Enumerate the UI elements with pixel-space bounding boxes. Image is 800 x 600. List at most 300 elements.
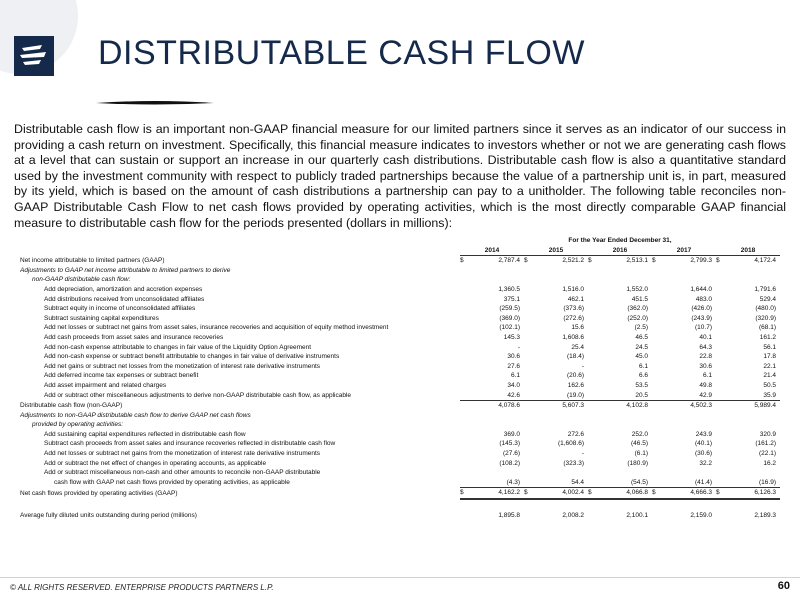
value-cell: (54.5) [631, 478, 648, 486]
table-row [20, 499, 780, 511]
currency-symbol [460, 362, 492, 372]
value-cell: 2,189.3 [754, 512, 776, 520]
currency-symbol [460, 333, 492, 343]
currency-symbol [716, 295, 748, 305]
currency-symbol [716, 323, 748, 333]
currency-symbol [524, 511, 556, 521]
currency-symbol: $ [652, 488, 684, 499]
currency-symbol [652, 314, 684, 324]
row-label: Add asset impairment and related charges [44, 381, 167, 389]
page-number: 60 [777, 580, 790, 592]
currency-symbol [588, 420, 620, 430]
value-cell: 4,102.8 [620, 401, 652, 411]
value-cell: (16.9) [759, 478, 776, 486]
table-row [20, 266, 780, 276]
value-cell: (2.5) [634, 324, 648, 332]
value-cell [492, 266, 524, 276]
currency-symbol: $ [460, 488, 492, 499]
value-cell: 6.1 [638, 362, 648, 370]
value-cell: 22.8 [699, 353, 712, 361]
currency-symbol [716, 381, 748, 391]
currency-symbol [588, 381, 620, 391]
currency-symbol [524, 499, 556, 511]
value-cell: (102.1) [499, 324, 520, 332]
value-cell: 15.6 [571, 324, 584, 332]
row-label: Distributable cash flow (non-GAAP) [20, 401, 123, 409]
value-cell: 46.5 [635, 333, 648, 341]
value-cell [492, 468, 524, 478]
value-cell: 1,791.6 [754, 285, 776, 293]
currency-symbol: $ [716, 257, 720, 265]
currency-symbol [460, 304, 492, 314]
value-cell: 2,521.2 [562, 257, 584, 265]
currency-symbol [716, 439, 748, 449]
value-cell [684, 468, 716, 478]
currency-symbol [460, 352, 492, 362]
value-cell: 5,607.3 [556, 401, 588, 411]
currency-symbol [716, 352, 748, 362]
row-label: Add net losses or subtract net gains from asset sales, insurance recoveries and acquisition of equity method investment [44, 324, 389, 332]
row-label: Add cash proceeds from asset sales and insurance recoveries [44, 333, 224, 341]
currency-symbol [460, 468, 492, 478]
value-cell: 4,078.6 [492, 401, 524, 411]
currency-symbol [716, 343, 748, 353]
value-cell: 4,002.4 [556, 488, 588, 499]
value-cell: 64.3 [699, 343, 712, 351]
table-row [20, 411, 780, 421]
currency-symbol [588, 459, 620, 469]
currency-symbol [460, 411, 492, 421]
currency-symbol [588, 333, 620, 343]
currency-symbol [716, 314, 748, 324]
value-cell: 50.5 [763, 381, 776, 389]
currency-symbol [652, 478, 684, 488]
value-cell: 369.0 [503, 430, 520, 438]
currency-symbol [524, 314, 556, 324]
currency-symbol [652, 323, 684, 333]
currency-symbol [524, 323, 556, 333]
year-header: 2016 [588, 246, 652, 256]
row-label: Subtract cash proceeds from asset sales and insurance recoveries reflected in distributable cash flow [44, 440, 336, 448]
table-row [20, 449, 780, 459]
row-label: Net income attributable to limited partners (GAAP) [20, 256, 165, 264]
period-header: For the Year Ended December 31, [568, 237, 672, 244]
year-header: 2014 [460, 246, 524, 256]
value-cell: 4,172.4 [754, 257, 776, 265]
currency-symbol [588, 430, 620, 440]
value-cell: 4,666.3 [684, 488, 716, 499]
value-cell [748, 499, 780, 511]
currency-symbol [460, 401, 492, 411]
currency-symbol [652, 511, 684, 521]
currency-symbol [716, 266, 748, 276]
value-cell [556, 275, 588, 285]
value-cell: 21.4 [763, 372, 776, 380]
table-row [20, 256, 780, 266]
enterprise-logo-icon [14, 36, 54, 76]
value-cell: 2,799.3 [690, 257, 712, 265]
row-label: Add net gains or subtract net losses from the monetization of interest rate derivative instruments [44, 362, 321, 370]
currency-symbol: $ [716, 488, 748, 499]
row-label: Add non-cash expense attributable to changes in fair value of the Liquidity Option Agreement [44, 343, 312, 351]
table-row [20, 468, 780, 478]
row-label: Subtract equity in income of unconsolidated affiliates [44, 305, 196, 313]
currency-symbol [652, 275, 684, 285]
currency-symbol [588, 391, 620, 401]
value-cell: 162.6 [567, 381, 584, 389]
currency-symbol [588, 371, 620, 381]
currency-symbol [460, 323, 492, 333]
row-label: provided by operating activities: [32, 421, 124, 429]
row-label: Subtract sustaining capital expenditures [44, 314, 159, 322]
value-cell [492, 275, 524, 285]
value-cell: 35.9 [763, 391, 776, 399]
page-title: DISTRIBUTABLE CASH FLOW [98, 34, 585, 72]
intro-paragraph: Distributable cash flow is an important non-GAAP financial measure for our limited partners since it serves as an indicator of our success in providing a cash return on investment. Specifically, this financial measure indicates to investors whether or not we are generating cash flows at a level that can sustain or support an increase in our quarterly cash distributions. Distributable cash flow is also a quantitative standard used by the investment community with respect to publicly traded partnerships because the value of a partnership unit is, in part, measured by its yield, which is based on the amount of cash distributions a partnership can pay to a unitholder. The following table reconciles non-GAAP Distributable Cash Flow to net cash flows provided by operating activities, which is the most directly comparable GAAP financial measure to distributable cash flow for the periods presented (dollars in millions): [14, 122, 786, 230]
table-row [20, 401, 780, 411]
currency-symbol [716, 391, 748, 401]
value-cell: (40.1) [695, 440, 712, 448]
currency-symbol [652, 439, 684, 449]
value-cell: (108.2) [499, 459, 520, 467]
currency-symbol [588, 401, 620, 411]
table-row [20, 488, 780, 499]
value-cell: (480.0) [755, 305, 776, 313]
value-cell: 1,895.8 [498, 512, 520, 520]
table-row [20, 420, 780, 430]
value-cell: (68.1) [759, 324, 776, 332]
value-cell: (4.3) [506, 478, 520, 486]
row-label: Add sustaining capital expenditures reflected in distributable cash flow [44, 430, 246, 438]
value-cell [556, 411, 588, 421]
currency-symbol [716, 362, 748, 372]
table-row [20, 511, 780, 521]
currency-symbol [460, 420, 492, 430]
value-cell: 2,008.2 [562, 512, 584, 520]
currency-symbol [460, 343, 492, 353]
currency-symbol [588, 499, 620, 511]
currency-symbol [460, 285, 492, 295]
currency-symbol [588, 468, 620, 478]
currency-symbol: $ [524, 257, 528, 265]
value-cell: 161.2 [759, 333, 776, 341]
value-cell: (1,608.6) [557, 440, 584, 448]
currency-symbol [460, 439, 492, 449]
currency-symbol: $ [524, 488, 556, 499]
currency-symbol [524, 381, 556, 391]
table-row [20, 285, 780, 295]
value-cell: - [581, 450, 584, 458]
currency-symbol [524, 439, 556, 449]
currency-symbol [524, 285, 556, 295]
value-cell [748, 275, 780, 285]
value-cell: (259.5) [499, 305, 520, 313]
currency-symbol [716, 333, 748, 343]
currency-symbol [460, 391, 492, 401]
value-cell: 252.0 [631, 430, 648, 438]
currency-symbol [588, 411, 620, 421]
value-cell [620, 275, 652, 285]
currency-symbol [460, 478, 492, 488]
table-row [20, 352, 780, 362]
currency-symbol [588, 314, 620, 324]
currency-symbol [716, 449, 748, 459]
value-cell: 42.6 [507, 391, 520, 399]
value-cell: 6.1 [510, 372, 520, 380]
value-cell [684, 266, 716, 276]
currency-symbol [652, 304, 684, 314]
value-cell: (369.0) [499, 314, 520, 322]
currency-symbol [588, 285, 620, 295]
value-cell: (19.0) [567, 391, 584, 399]
table-row [20, 478, 780, 488]
value-cell: (30.6) [695, 450, 712, 458]
row-label: Adjustments to GAAP net income attributable to limited partners to derive [20, 266, 231, 274]
value-cell [492, 420, 524, 430]
currency-symbol [524, 362, 556, 372]
currency-symbol [524, 449, 556, 459]
currency-symbol [524, 275, 556, 285]
value-cell: (243.9) [691, 314, 712, 322]
currency-symbol [588, 275, 620, 285]
value-cell: 16.2 [763, 459, 776, 467]
value-cell: 483.0 [695, 295, 712, 303]
table-row [20, 381, 780, 391]
table-row [20, 333, 780, 343]
table-row [20, 459, 780, 469]
reconciliation-table [20, 236, 780, 521]
value-cell [748, 468, 780, 478]
value-cell [684, 499, 716, 511]
value-cell: 1,552.0 [626, 285, 648, 293]
currency-symbol [460, 295, 492, 305]
value-cell: 1,360.5 [498, 285, 520, 293]
table-row [20, 439, 780, 449]
value-cell: 1,644.0 [690, 285, 712, 293]
currency-symbol [716, 420, 748, 430]
value-cell: (252.0) [627, 314, 648, 322]
currency-symbol [652, 343, 684, 353]
value-cell: 2,159.0 [690, 512, 712, 520]
currency-symbol: $ [588, 488, 620, 499]
table-row [20, 391, 780, 401]
currency-symbol: $ [460, 257, 464, 265]
value-cell: 56.1 [763, 343, 776, 351]
value-cell: (145.3) [499, 440, 520, 448]
year-header-row [20, 246, 780, 256]
value-cell: 529.4 [759, 295, 776, 303]
value-cell [556, 420, 588, 430]
value-cell: (161.2) [755, 440, 776, 448]
currency-symbol [652, 391, 684, 401]
table-row [20, 304, 780, 314]
currency-symbol [460, 430, 492, 440]
currency-symbol [524, 411, 556, 421]
currency-symbol [652, 499, 684, 511]
currency-symbol [460, 314, 492, 324]
currency-symbol [524, 343, 556, 353]
currency-symbol [652, 459, 684, 469]
value-cell: 22.1 [763, 362, 776, 370]
row-label: Add non-cash expense or subtract benefit attributable to changes in fair value of derivative instruments [44, 353, 340, 361]
value-cell: - [517, 343, 520, 351]
currency-symbol [652, 352, 684, 362]
currency-symbol [460, 499, 492, 511]
year-header: 2018 [716, 246, 780, 256]
copyright-text: © ALL RIGHTS RESERVED. ENTERPRISE PRODUCTS PARTNERS L.P. [10, 583, 274, 592]
table-row [20, 343, 780, 353]
value-cell: 54.4 [571, 478, 584, 486]
currency-symbol [716, 499, 748, 511]
row-label: Add deferred income tax expenses or subtract benefit [44, 372, 199, 380]
value-cell [620, 499, 652, 511]
value-cell: 49.8 [699, 381, 712, 389]
row-label: Add net losses or subtract net gains from the monetization of interest rate derivative instruments [44, 450, 321, 458]
currency-symbol [588, 362, 620, 372]
value-cell: 243.9 [695, 430, 712, 438]
currency-symbol [588, 323, 620, 333]
value-cell: (10.7) [695, 324, 712, 332]
currency-symbol [524, 478, 556, 488]
row-label: Adjustments to non-GAAP distributable cash flow to derive GAAP net cash flows [20, 411, 251, 419]
currency-symbol [588, 266, 620, 276]
currency-symbol [652, 420, 684, 430]
value-cell: 272.6 [567, 430, 584, 438]
currency-symbol [524, 401, 556, 411]
value-cell: (46.5) [631, 440, 648, 448]
currency-symbol [716, 304, 748, 314]
value-cell: 320.9 [759, 430, 776, 438]
value-cell [620, 468, 652, 478]
value-cell [748, 420, 780, 430]
value-cell: 40.1 [699, 333, 712, 341]
currency-symbol [716, 411, 748, 421]
currency-symbol [716, 478, 748, 488]
currency-symbol [652, 333, 684, 343]
currency-symbol [716, 430, 748, 440]
value-cell: (6.1) [634, 450, 648, 458]
value-cell: (426.0) [691, 305, 712, 313]
value-cell: 6,126.3 [748, 488, 780, 499]
currency-symbol [652, 285, 684, 295]
value-cell [748, 266, 780, 276]
currency-symbol: $ [652, 257, 656, 265]
year-header: 2017 [652, 246, 716, 256]
currency-symbol [460, 381, 492, 391]
value-cell: (272.6) [563, 314, 584, 322]
value-cell [748, 411, 780, 421]
currency-symbol [588, 449, 620, 459]
currency-symbol: $ [588, 257, 592, 265]
value-cell [684, 411, 716, 421]
row-label: non-GAAP distributable cash flow: [32, 276, 131, 284]
currency-symbol [652, 266, 684, 276]
currency-symbol [716, 275, 748, 285]
value-cell: 42.9 [699, 391, 712, 399]
value-cell: - [581, 362, 584, 370]
value-cell: 30.6 [507, 353, 520, 361]
value-cell: 4,162.2 [492, 488, 524, 499]
value-cell: 53.5 [635, 381, 648, 389]
table-row [20, 295, 780, 305]
currency-symbol [524, 295, 556, 305]
currency-symbol [588, 343, 620, 353]
title-underline [96, 100, 214, 106]
currency-symbol [716, 511, 748, 521]
value-cell [492, 499, 524, 511]
currency-symbol [524, 333, 556, 343]
currency-symbol [652, 468, 684, 478]
value-cell: 6.1 [702, 372, 712, 380]
row-label: Add distributions received from unconsolidated affiliates [44, 295, 205, 303]
value-cell: 30.6 [699, 362, 712, 370]
value-cell: 375.1 [503, 295, 520, 303]
row-label: Add or subtract other miscellaneous adjustments to derive non-GAAP distributable cash flow, as applicable [44, 391, 351, 399]
value-cell: (20.6) [567, 372, 584, 380]
footer-divider [0, 577, 800, 578]
value-cell: 34.0 [507, 381, 520, 389]
currency-symbol [460, 371, 492, 381]
currency-symbol [524, 391, 556, 401]
currency-symbol [652, 295, 684, 305]
currency-symbol [652, 411, 684, 421]
currency-symbol [588, 511, 620, 521]
year-header: 2015 [524, 246, 588, 256]
currency-symbol [524, 304, 556, 314]
value-cell: (18.4) [567, 353, 584, 361]
value-cell: 4,066.8 [620, 488, 652, 499]
currency-symbol [524, 430, 556, 440]
currency-symbol [716, 401, 748, 411]
currency-symbol [460, 459, 492, 469]
currency-symbol [524, 468, 556, 478]
row-label: cash flow with GAAP net cash flows provided by operating activities, as applicable [54, 479, 290, 487]
value-cell: 1,516.0 [562, 285, 584, 293]
currency-symbol [588, 304, 620, 314]
currency-symbol [524, 459, 556, 469]
value-cell: 2,787.4 [498, 257, 520, 265]
value-cell [684, 275, 716, 285]
row-label [20, 499, 460, 511]
value-cell: (27.6) [503, 450, 520, 458]
currency-symbol [524, 371, 556, 381]
value-cell [620, 420, 652, 430]
value-cell: 6.6 [638, 372, 648, 380]
table-row [20, 275, 780, 285]
row-label: Add or subtract miscellaneous non-cash and other amounts to reconcile non-GAAP distributable [44, 469, 321, 477]
value-cell: 20.5 [635, 391, 648, 399]
value-cell [620, 411, 652, 421]
value-cell [492, 411, 524, 421]
value-cell: (362.0) [627, 305, 648, 313]
currency-symbol [652, 430, 684, 440]
value-cell: (22.1) [759, 450, 776, 458]
value-cell [684, 420, 716, 430]
currency-symbol [460, 275, 492, 285]
currency-symbol [460, 511, 492, 521]
currency-symbol [588, 295, 620, 305]
value-cell: 2,100.1 [626, 512, 648, 520]
currency-symbol [652, 381, 684, 391]
table-row [20, 314, 780, 324]
value-cell: (41.4) [695, 478, 712, 486]
value-cell: (323.3) [563, 459, 584, 467]
value-cell: 25.4 [571, 343, 584, 351]
currency-symbol [524, 266, 556, 276]
currency-symbol [588, 352, 620, 362]
value-cell [620, 266, 652, 276]
currency-symbol [460, 266, 492, 276]
